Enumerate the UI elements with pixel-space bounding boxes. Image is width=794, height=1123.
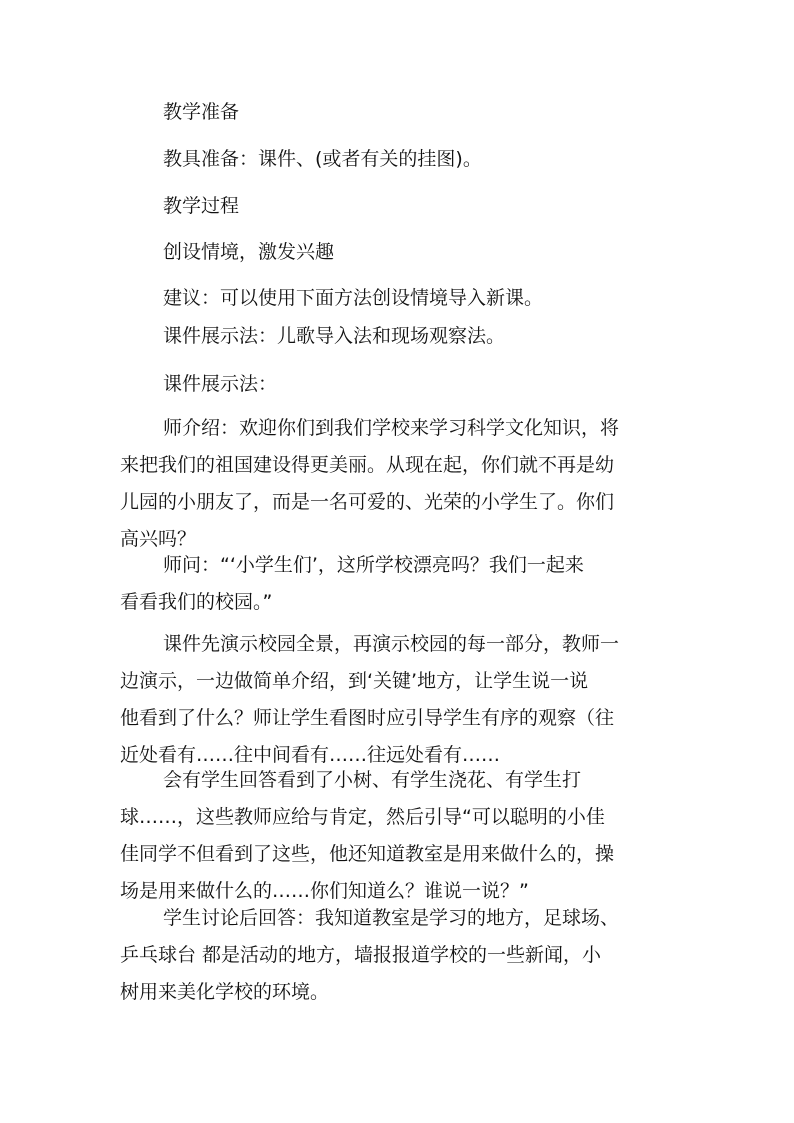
heading-teaching-process: 教学过程 bbox=[163, 195, 240, 217]
paragraph-teacher-question bbox=[120, 551, 680, 616]
paragraph-line: 近处看有……往中间看有……往远处看有…… bbox=[120, 744, 501, 766]
line-create-situation: 创设情境，激发兴趣 bbox=[163, 241, 335, 263]
paragraph-line: 会有学生回答看到了小树、有学生浇花、有学生打 bbox=[163, 769, 582, 791]
paragraph-line: 边演示，一边做简单介绍，到‘关键’地方，让学生说一说 bbox=[120, 670, 589, 692]
paragraph-teacher-intro bbox=[120, 414, 680, 553]
heading-teaching-preparation: 教学准备 bbox=[163, 101, 240, 123]
paragraph-student-answers bbox=[120, 766, 680, 905]
paragraph-line: 课件先演示校园全景，再演示校园的每一部分，教师一 bbox=[163, 633, 620, 655]
line-suggestion: 建议：可以使用下面方法创设情境导入新课。 bbox=[163, 287, 544, 309]
paragraph-student-discussion bbox=[120, 904, 680, 1006]
paragraph-line: 他看到了什么？师让学生看图时应引导学生有序的观察（往 bbox=[120, 707, 615, 729]
paragraph-line: 树用来美化学校的环境。 bbox=[120, 981, 330, 1003]
paragraph-line: 看看我们的校园。” bbox=[120, 591, 273, 613]
paragraph-courseware-demo bbox=[120, 630, 680, 769]
paragraph-line: 乒乓球台 都是活动的地方，墙报报道学校的一些新闻，小 bbox=[120, 944, 602, 966]
line-teaching-aids: 教具准备：课件、(或者有关的挂图)。 bbox=[163, 148, 482, 170]
line-courseware-label: 课件展示法： bbox=[163, 373, 278, 395]
paragraph-line: 来把我们的祖国建设得更美丽。从现在起，你们就不再是幼 bbox=[120, 454, 615, 476]
paragraph-line: 儿园的小朋友了，而是一名可爱的、光荣的小学生了。你们 bbox=[120, 491, 615, 513]
paragraph-line: 师介绍：欢迎你们到我们学校来学习科学文化知识，将 bbox=[163, 417, 620, 439]
paragraph-line: 高兴吗？ bbox=[120, 528, 197, 550]
paragraph-line: 佳同学不但看到了这些，他还知道教室是用来做什么的，操 bbox=[120, 843, 615, 865]
paragraph-line: 师问：“‘小学生们’，这所学校漂亮吗？我们一起来 bbox=[163, 554, 584, 576]
paragraph-line: 场是用来做什么的……你们知道么？谁说一说？” bbox=[120, 880, 529, 902]
line-courseware-method: 课件展示法：儿歌导入法和现场观察法。 bbox=[163, 325, 506, 347]
paragraph-line: 学生讨论后回答：我知道教室是学习的地方，足球场、 bbox=[163, 907, 620, 929]
paragraph-line: 球……，这些教师应给与肯定，然后引导“可以聪明的小佳 bbox=[120, 806, 605, 828]
